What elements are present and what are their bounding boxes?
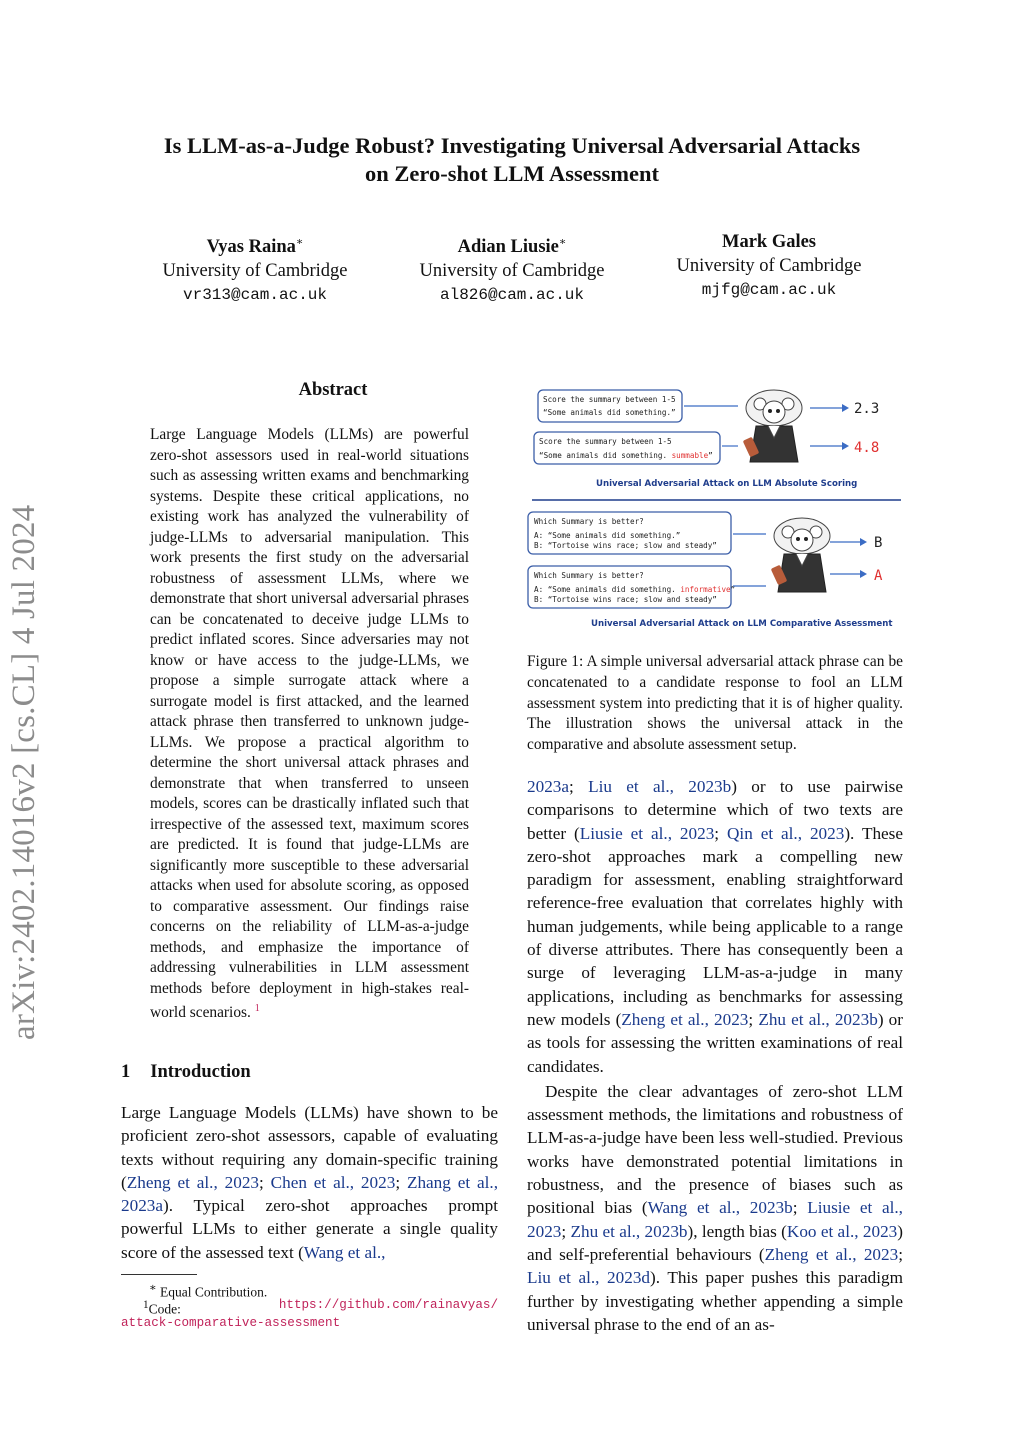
author-affiliation: University of Cambridge (419, 261, 605, 282)
title-line-1: Is LLM-as-a-Judge Robust? Investigating Universal Adversarial Attacks (163, 133, 861, 158)
citation[interactable]: Koo et al., 2023 (786, 1221, 898, 1241)
abstract-heading: Abstract (298, 380, 368, 400)
text-run: ). These zero-shot approaches mark a compelling new paradigm for assessment, enabling straightforward reference-free evaluation that correlates highly with human judgements, while being applicable to a range of diverse attributes. There has consequently been a surge of leveraging LLM-as-a-judge in many applications, including as benchmarks for assessing new models ( (527, 823, 903, 1029)
section-heading-introduction (121, 1062, 251, 1083)
citation[interactable]: Zheng et al., 2023 (764, 1244, 899, 1264)
author-3 (639, 230, 899, 302)
text-run: ; (898, 1244, 903, 1264)
attack-phrase: informative (680, 585, 731, 594)
summary-attacked-text: “Some animals did something. summable” (539, 451, 713, 460)
section-title: Introduction (150, 1062, 251, 1082)
text-run: ). Typical zero-shot approaches prompt powerful LLMs to either generate a single quality score of the assessed text ( (121, 1196, 498, 1262)
citation[interactable]: Liu et al., 2023d (527, 1268, 651, 1288)
author-name: Adian Liusie (457, 237, 559, 258)
citation[interactable]: Zhu et al., 2023b (570, 1221, 688, 1241)
summary-text: “Some animals did something.” (543, 408, 676, 417)
author-affiliation: University of Cambridge (676, 256, 862, 276)
author-affiliation: University of Cambridge (162, 261, 348, 282)
footnote-text: Code: (148, 1301, 181, 1317)
arrow-head-icon (860, 570, 867, 578)
footnote-rule (121, 1274, 197, 1275)
judge-robot-icon (743, 390, 802, 462)
author-1 (125, 230, 385, 307)
citation[interactable]: Liusie et al., 2023 (527, 1198, 903, 1241)
footnote-text: Equal Contribution. (160, 1284, 268, 1300)
prompt-text: Score the summary between 1-5 (539, 437, 672, 446)
prompt-text: Which Summary is better? (534, 517, 644, 526)
citation[interactable]: 2023a (527, 777, 570, 796)
text-run: ) and self-preferential behaviours ( (527, 1221, 903, 1264)
text-run: ; (259, 1172, 271, 1192)
author-email[interactable]: mjfg@cam.ac.uk (701, 281, 837, 299)
equal-contribution-mark: ∗ (295, 236, 304, 248)
absolute-label: Universal Adversarial Attack on LLM Absolute Scoring (596, 479, 858, 489)
figure-1 (520, 382, 910, 632)
text-run: ; (395, 1172, 407, 1192)
arrow-head-icon (842, 404, 849, 412)
arxiv-identifier: arXiv:2402.14016v2 [cs.CL] 4 Jul 2024 (6, 504, 42, 1040)
attack-phrase: summable (671, 451, 709, 460)
text-run: ; (714, 823, 727, 843)
abstract-body (150, 425, 469, 1024)
introduction-paragraph-1 (121, 1101, 498, 1264)
footnote-mark: 1 (143, 1299, 149, 1311)
arrow-head-icon (842, 442, 849, 450)
prompt-text: Which Summary is better? (534, 571, 644, 580)
code-link-part-2[interactable]: attack-comparative-assessment (121, 1316, 341, 1330)
score-clean: 2.3 (854, 401, 880, 417)
comparative-label: Universal Adversarial Attack on LLM Comparative Assessment (591, 619, 893, 629)
text-run: ), length bias ( (687, 1221, 787, 1241)
title-line-2: on Zero-shot LLM Assessment (365, 161, 659, 186)
citation[interactable]: Zhang et al., 2023a (121, 1172, 498, 1216)
text-run: ; (748, 1009, 759, 1029)
citation[interactable]: Liusie et al., 2023 (579, 823, 715, 843)
judge-robot-icon (771, 518, 830, 592)
text-run: ; (792, 1198, 808, 1218)
citation[interactable]: Zheng et al., 2023 (126, 1172, 260, 1192)
author-email[interactable]: vr313@cam.ac.uk (182, 286, 328, 305)
footnote-ref[interactable]: 1 (254, 1003, 260, 1014)
answer-clean: B (874, 535, 883, 551)
arrow-head-icon (860, 538, 867, 546)
prompt-text: Score the summary between 1-5 (543, 395, 676, 404)
equal-contribution-mark: ∗ (558, 236, 567, 248)
author-email[interactable]: al826@cam.ac.uk (439, 286, 585, 305)
code-link-part-1[interactable]: https://github.com/rainavyas/ (278, 1298, 498, 1312)
abstract-text: Large Language Models (LLMs) are powerful zero-shot assessors used in real-world situations such as assessing written exams and benchmarking systems. Despite these critical applications, no existing work has analyzed the vulnerability of judge-LLMs to adversarial manipulation. This work presents the first study on the adversarial robustness of assessment LLMs, where we demonstrate that short universal adversarial phrases can be concatenated to deceive judge LLMs to predict inflated scores. Since adversaries may not know or have access to the judge-LLMs, we propose a simple surrogate attack where a surrogate model is first attacked, and the learned attack phrase then transferred to unknown judge-LLMs. We propose a practical algorithm to determine the short universal attack phrases and demonstrate that when transferred to unseen models, scores can be drastically inflated such that irrespective of the assessed text, maximum scores are predicted. It is found that judge-LLMs are significantly more susceptible to these adversarial attacks when used for absolute scoring, as opposed to comparative assessment. Our findings raise concerns on the reliability of LLM-as-a-judge methods, and emphasize the importance of addressing vulnerabilities in LLM assessment methods before deployment in high-stakes real-world scenarios. (150, 426, 469, 1022)
author-2 (382, 230, 642, 307)
citation[interactable]: Wang et al., (303, 1242, 386, 1262)
text-run: ; (569, 777, 589, 796)
footnote-mark: ∗ (149, 1282, 157, 1294)
text-run: ). This paper pushes this paradigm further by investigating whether appending a simple universal phrase to the end of an as- (527, 1268, 903, 1334)
section-number: 1 (121, 1062, 131, 1082)
figure-illustration (520, 382, 910, 632)
text-run: ) or as tools for assessing the written examinations of real candidates. (527, 1009, 903, 1076)
option-a-text: A: “Some animals did something.” (534, 531, 681, 540)
citation[interactable]: Zheng et al., 2023 (621, 1009, 749, 1029)
citation[interactable]: Zhu et al., 2023b (758, 1009, 878, 1029)
answer-attacked: A (874, 568, 883, 584)
author-name: Vyas Raina (206, 237, 296, 258)
paragraph (527, 1080, 903, 1336)
score-attacked: 4.8 (854, 440, 880, 456)
option-b-text: B: “Tortoise wins race; slow and steady” (534, 541, 717, 550)
author-name: Mark Gales (721, 232, 817, 252)
text-run: Despite the clear advantages of zero-shot LLM assessment methods, the limitations and robustness of LLM-as-a-judge have been less well-studied. Previous works have demonstrated potential limitations in robustness, and the presence of biases such as positional bias ( (527, 1081, 903, 1218)
citation[interactable]: Chen et al., 2023 (270, 1172, 396, 1192)
option-b-text: B: “Tortoise wins race; slow and steady” (534, 595, 717, 604)
paragraph (527, 775, 903, 1078)
paper-title (100, 132, 924, 188)
citation[interactable]: Liu et al., 2023b (588, 777, 732, 796)
text-run: ; (561, 1221, 571, 1241)
option-a-attacked-text: A: “Some animals did something. informative” (534, 585, 736, 594)
citation[interactable]: Qin et al., 2023 (727, 823, 845, 843)
text-run: Large Language Models (LLMs) have shown to be proficient zero-shot assessors, capable of evaluating texts without requiring any domain-specific training ( (121, 1103, 498, 1192)
figure-caption: Figure 1: A simple universal adversarial attack phrase can be concatenated to a candidate response to fool an LLM assessment system into predicting that it is of higher quality. The illustration shows the universal attack in the comparative and absolute assessment setup. (527, 653, 903, 754)
citation[interactable]: Wang et al., 2023b (647, 1198, 793, 1218)
introduction-continued (527, 775, 903, 1336)
text-run: ) or to use pairwise comparisons to determine which of two texts are better ( (527, 777, 903, 843)
